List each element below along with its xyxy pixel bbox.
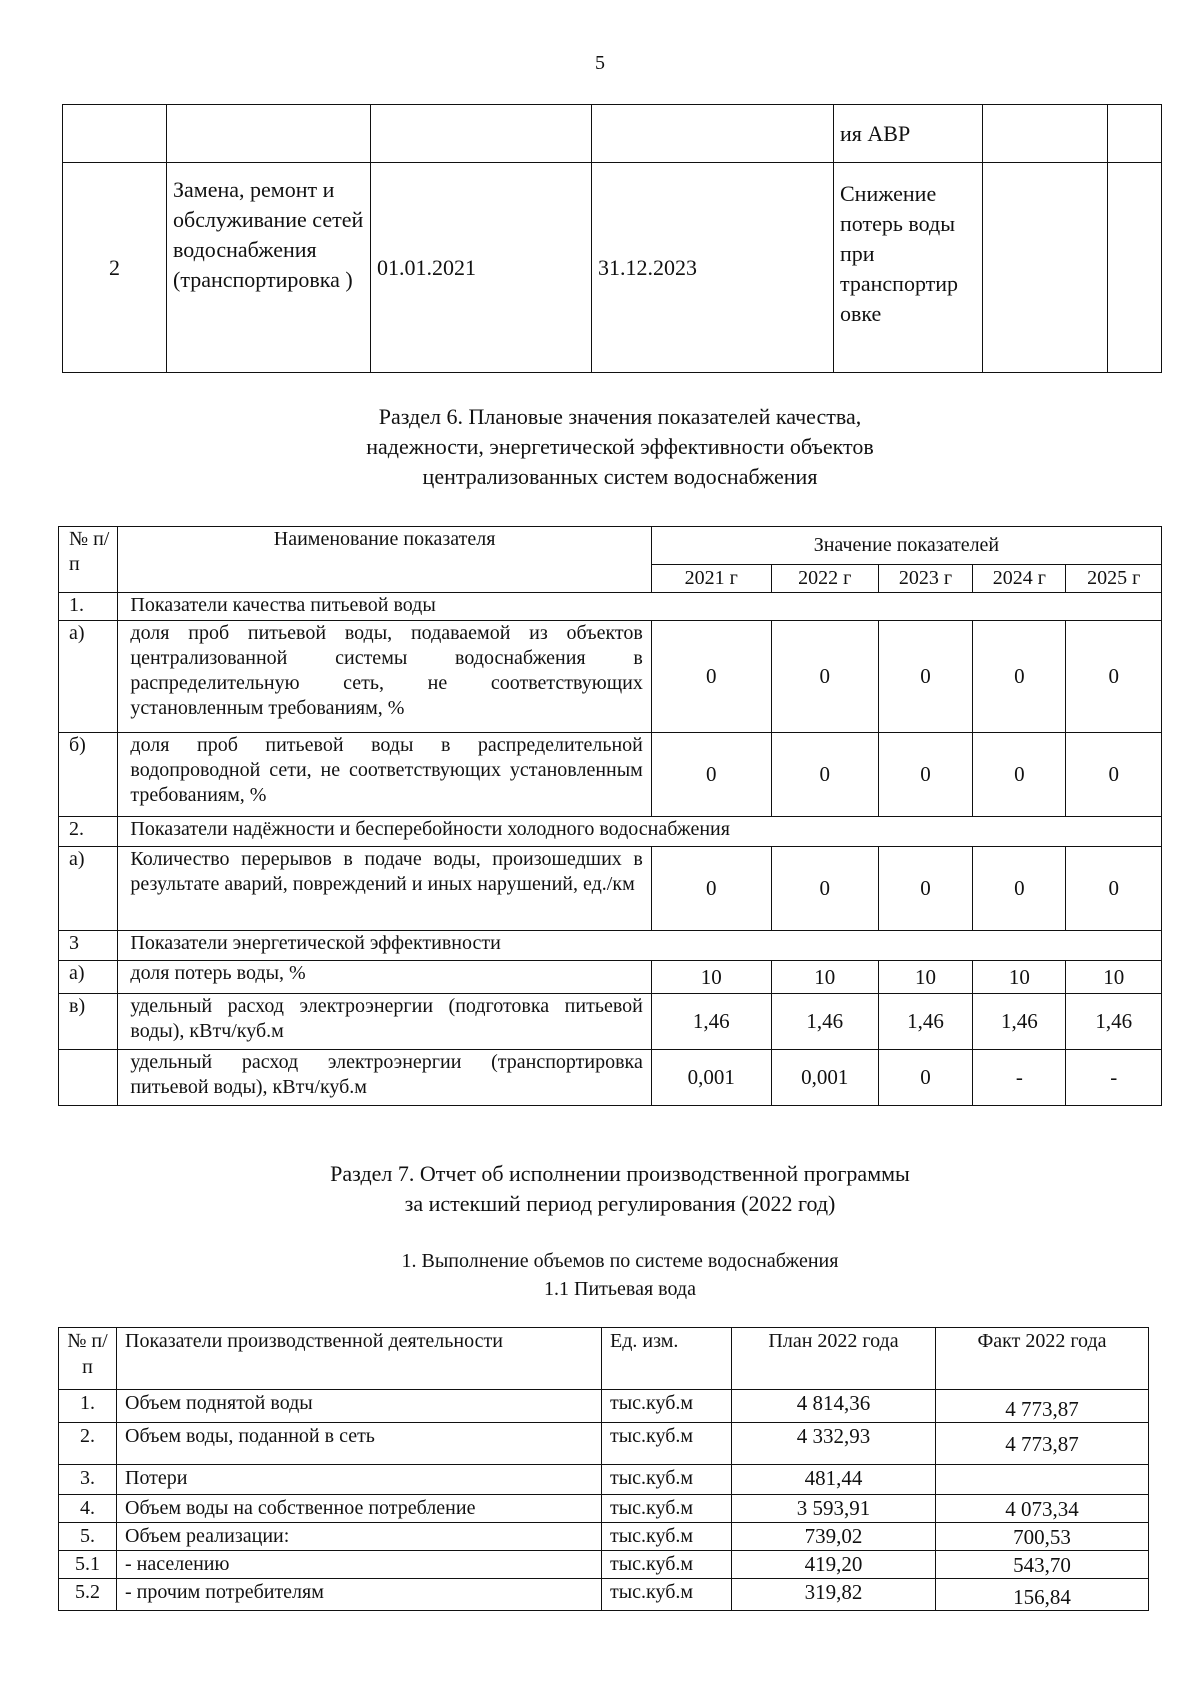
subtitle-line: 1.1 Питьевая вода xyxy=(544,1278,696,1300)
header-num: № п/п xyxy=(59,1328,117,1390)
row-unit: тыс.куб.м xyxy=(602,1465,732,1495)
start-date: 01.01.2021 xyxy=(371,163,592,373)
title-line: Раздел 6. Плановые значения показателей качества, xyxy=(378,404,862,429)
title-line: за истекший период регулирования (2022 год) xyxy=(404,1191,836,1216)
indicator-name: доля проб питьевой воды в распределительной водопроводной сети, не соответствующих установленным требованиям, % xyxy=(118,733,651,817)
header-values: Значение показателей xyxy=(651,527,1161,565)
table-row xyxy=(59,621,1162,733)
row-number: 5. xyxy=(59,1523,117,1551)
row-name: - населению xyxy=(117,1551,602,1579)
table-row xyxy=(59,961,1162,994)
row-name: - прочим потребителям xyxy=(117,1579,602,1611)
row-number xyxy=(59,1050,118,1106)
indicator-name: удельный расход электроэнергии (подготовка питьевой воды), кВтч/куб.м xyxy=(118,994,651,1050)
row-number: 5.1 xyxy=(59,1551,117,1579)
row-unit: тыс.куб.м xyxy=(602,1423,732,1465)
row-name: Потери xyxy=(117,1465,602,1495)
year-header: 2023 г xyxy=(878,565,972,593)
value-cell: 0 xyxy=(771,621,878,733)
table-cell xyxy=(1108,105,1162,163)
plan-value: 739,02 xyxy=(732,1523,936,1551)
indicator-name: удельный расход электроэнергии (транспортировка питьевой воды), кВтч/куб.м xyxy=(118,1050,651,1106)
title-line: Раздел 7. Отчет об исполнении производственной программы xyxy=(330,1161,910,1186)
table-row xyxy=(59,847,1162,931)
value-cell: 0 xyxy=(878,1050,972,1106)
value-cell: 0 xyxy=(973,621,1066,733)
row-number: 2. xyxy=(59,817,118,847)
header-fact: Факт 2022 года xyxy=(936,1328,1149,1390)
section-6-title xyxy=(0,402,1200,492)
value-cell: 0 xyxy=(1066,847,1162,931)
plan-value: 4 814,36 xyxy=(732,1390,936,1423)
value-cell: 0 xyxy=(878,847,972,931)
table-row xyxy=(59,1551,1149,1579)
fact-value: 543,70 xyxy=(936,1551,1149,1579)
plan-value: 481,44 xyxy=(732,1465,936,1495)
year-header: 2024 г xyxy=(973,565,1066,593)
value-cell: 0 xyxy=(973,847,1066,931)
value-cell: 0 xyxy=(771,847,878,931)
row-unit: тыс.куб.м xyxy=(602,1390,732,1423)
row-number: 2. xyxy=(59,1423,117,1465)
table-row xyxy=(59,1050,1162,1106)
table-cell xyxy=(371,105,592,163)
fact-value: 4 773,87 xyxy=(936,1390,1149,1423)
measures-table xyxy=(62,104,1162,373)
fact-value: 700,53 xyxy=(936,1523,1149,1551)
value-cell: 0 xyxy=(651,733,771,817)
indicator-name: доля потерь воды, % xyxy=(118,961,651,994)
row-number: б) xyxy=(59,733,118,817)
row-number: а) xyxy=(59,847,118,931)
table-row xyxy=(59,1495,1149,1523)
table-row xyxy=(63,163,1162,373)
page-number: 5 xyxy=(595,52,605,74)
value-cell: 10 xyxy=(771,961,878,994)
subtitle-line: 1. Выполнение объемов по системе водоснабжения xyxy=(401,1250,839,1272)
value-cell: 1,46 xyxy=(1066,994,1162,1050)
row-number: 3. xyxy=(59,1465,117,1495)
value-cell: 10 xyxy=(878,961,972,994)
value-cell: 10 xyxy=(651,961,771,994)
row-name: Объем воды, поданной в сеть xyxy=(117,1423,602,1465)
fact-value: 4 073,34 xyxy=(936,1495,1149,1523)
year-header: 2021 г xyxy=(651,565,771,593)
header-name: Наименование показателя xyxy=(118,527,651,593)
result-cell: ия АВР xyxy=(834,105,983,163)
indicator-name: Количество перерывов в подаче воды, произошедших в результате аварий, повреждений и иных нарушений, ед./км xyxy=(118,847,651,931)
row-number: а) xyxy=(59,961,118,994)
fact-value xyxy=(936,1465,1149,1495)
fact-value: 156,84 xyxy=(936,1579,1149,1611)
table-cell xyxy=(63,105,167,163)
table-row xyxy=(59,1423,1149,1465)
header-plan: План 2022 года xyxy=(732,1328,936,1390)
value-cell: 0 xyxy=(771,733,878,817)
year-header: 2025 г xyxy=(1066,565,1162,593)
header-num: № п/п xyxy=(59,527,118,593)
row-name: Объем поднятой воды xyxy=(117,1390,602,1423)
table-cell xyxy=(983,163,1108,373)
section-7-title xyxy=(0,1159,1200,1219)
plan-value: 319,82 xyxy=(732,1579,936,1611)
group-title: Показатели энергетической эффективности xyxy=(118,931,1162,961)
measure-result: Снижение потерь воды при транспортир овке xyxy=(834,163,983,373)
table-row xyxy=(59,994,1162,1050)
title-line: надежности, энергетической эффективности объектов xyxy=(366,434,874,459)
row-number: 5.2 xyxy=(59,1579,117,1611)
indicators-table xyxy=(58,526,1162,1106)
value-cell: 10 xyxy=(1066,961,1162,994)
row-name: Объем реализации: xyxy=(117,1523,602,1551)
row-number: 2 xyxy=(63,163,167,373)
plan-value: 3 593,91 xyxy=(732,1495,936,1523)
table-row xyxy=(63,105,1162,163)
table-row xyxy=(59,1579,1149,1611)
value-cell: 1,46 xyxy=(771,994,878,1050)
value-cell: - xyxy=(1066,1050,1162,1106)
plan-value: 419,20 xyxy=(732,1551,936,1579)
year-header: 2022 г xyxy=(771,565,878,593)
row-number: 4. xyxy=(59,1495,117,1523)
value-cell: 0 xyxy=(878,733,972,817)
value-cell: 0 xyxy=(651,847,771,931)
row-number: 1. xyxy=(59,1390,117,1423)
row-unit: тыс.куб.м xyxy=(602,1495,732,1523)
row-number: 3 xyxy=(59,931,118,961)
table-row xyxy=(59,733,1162,817)
indicator-name: доля проб питьевой воды, подаваемой из объектов централизованной системы водоснабжения в распределительную сеть, не соответствующих установленным требованиям, % xyxy=(118,621,651,733)
value-cell: 0 xyxy=(878,621,972,733)
value-cell: 0 xyxy=(1066,621,1162,733)
header-row xyxy=(59,527,1162,565)
header-name: Показатели производственной деятельности xyxy=(117,1328,602,1390)
value-cell: 0 xyxy=(651,621,771,733)
row-unit: тыс.куб.м xyxy=(602,1523,732,1551)
title-line: централизованных систем водоснабжения xyxy=(422,464,818,489)
row-unit: тыс.куб.м xyxy=(602,1551,732,1579)
subsection-title xyxy=(0,1247,1200,1303)
table-row xyxy=(59,1523,1149,1551)
plan-value: 4 332,93 xyxy=(732,1423,936,1465)
header-unit: Ед. изм. xyxy=(602,1328,732,1390)
measure-name: Замена, ремонт и обслуживание сетей водоснабжения (транспортировка ) xyxy=(167,163,371,373)
table-cell xyxy=(592,105,834,163)
group-title: Показатели качества питьевой воды xyxy=(118,593,1162,621)
group-row xyxy=(59,593,1162,621)
group-row xyxy=(59,817,1162,847)
row-unit: тыс.куб.м xyxy=(602,1579,732,1611)
end-date: 31.12.2023 xyxy=(592,163,834,373)
value-cell: 0,001 xyxy=(651,1050,771,1106)
group-row xyxy=(59,931,1162,961)
value-cell: 0 xyxy=(973,733,1066,817)
value-cell: 1,46 xyxy=(651,994,771,1050)
table-cell xyxy=(167,105,371,163)
value-cell: 1,46 xyxy=(878,994,972,1050)
group-title: Показатели надёжности и бесперебойности холодного водоснабжения xyxy=(118,817,1162,847)
row-number: а) xyxy=(59,621,118,733)
table-row xyxy=(59,1465,1149,1495)
production-table xyxy=(58,1327,1149,1611)
header-row xyxy=(59,1328,1149,1390)
value-cell: 1,46 xyxy=(973,994,1066,1050)
value-cell: 10 xyxy=(973,961,1066,994)
value-cell: 0 xyxy=(1066,733,1162,817)
value-cell: - xyxy=(973,1050,1066,1106)
row-number: в) xyxy=(59,994,118,1050)
table-cell xyxy=(1108,163,1162,373)
fact-value: 4 773,87 xyxy=(936,1423,1149,1465)
table-cell xyxy=(983,105,1108,163)
row-name: Объем воды на собственное потребление xyxy=(117,1495,602,1523)
row-number: 1. xyxy=(59,593,118,621)
value-cell: 0,001 xyxy=(771,1050,878,1106)
table-row xyxy=(59,1390,1149,1423)
